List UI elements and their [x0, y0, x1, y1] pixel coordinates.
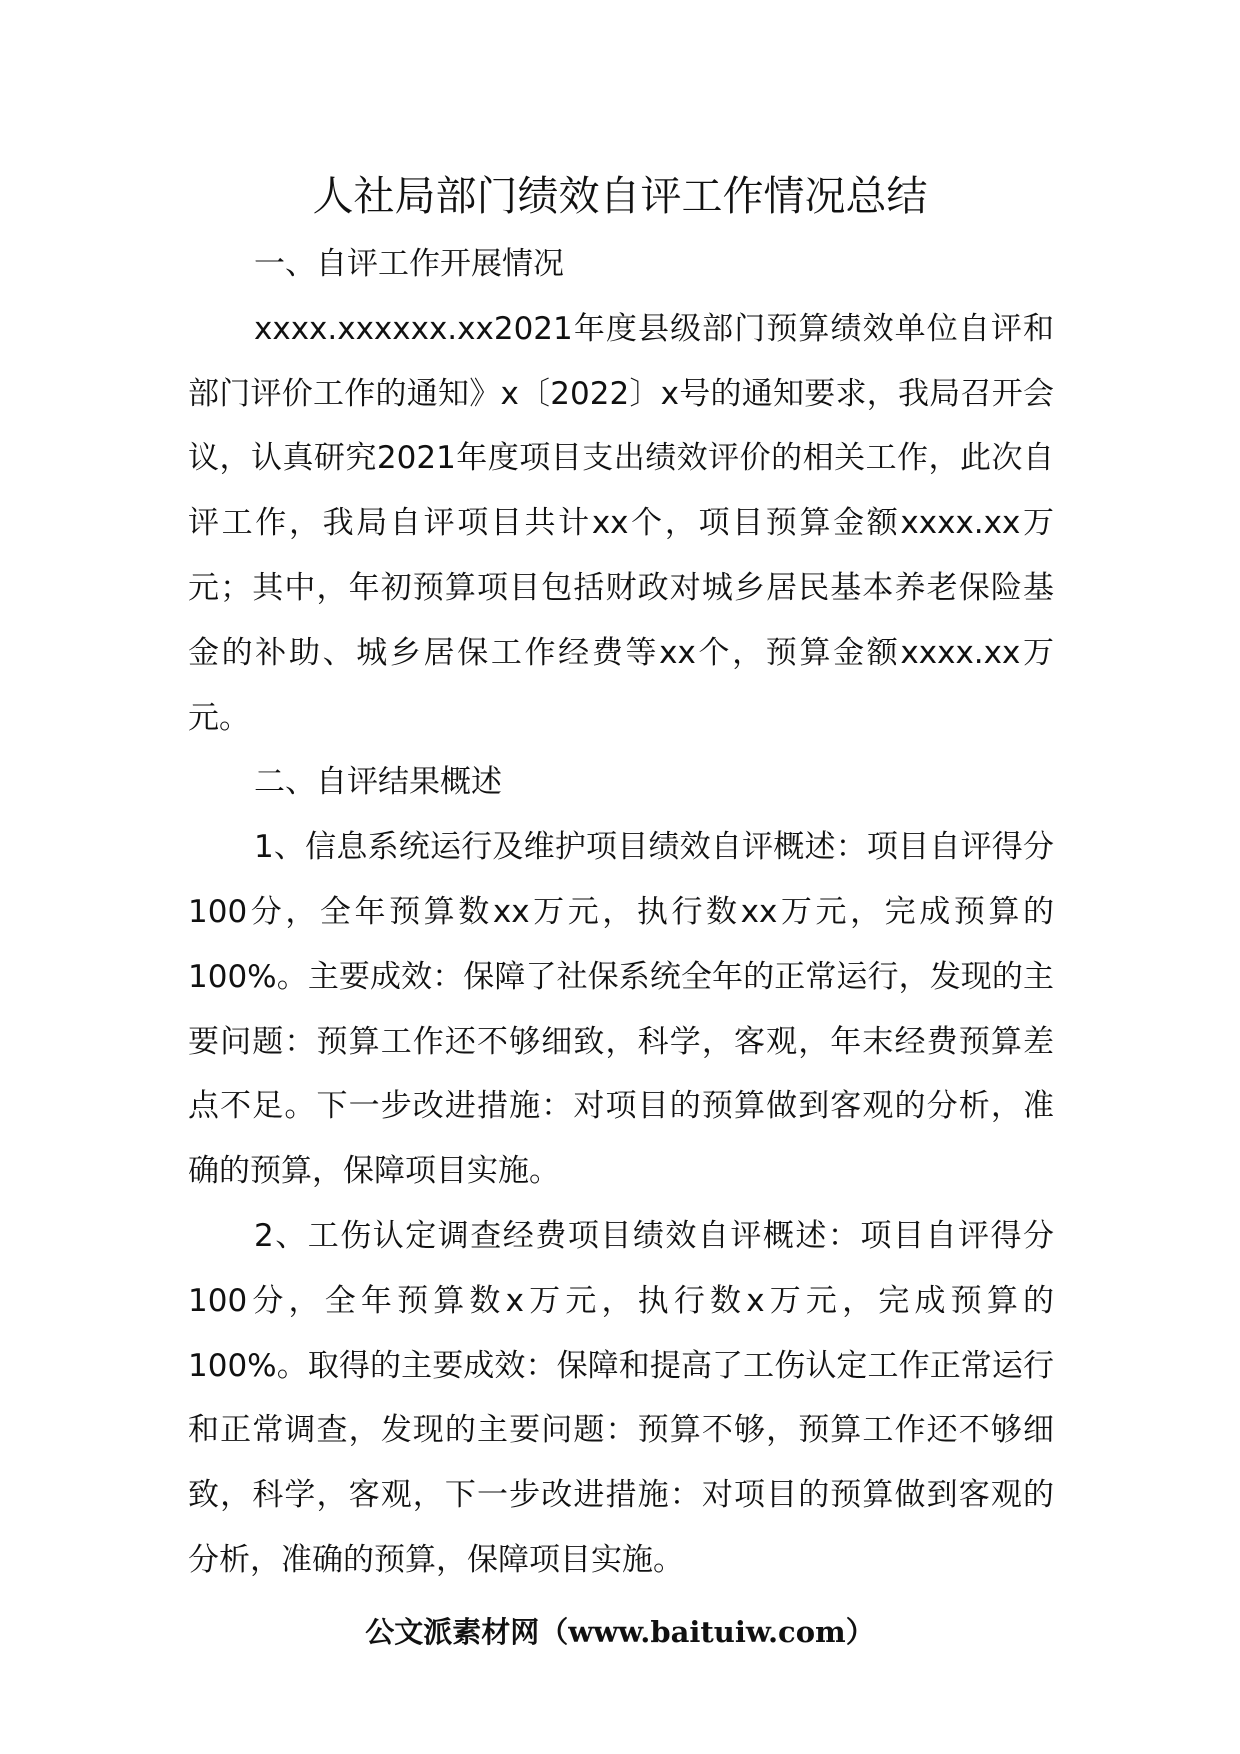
section-heading: 二、自评结果概述: [254, 764, 502, 801]
body-paragraph: 2、工伤认定调查经费项目绩效自评概述：项目自评得分100分，全年预算数x万元，执行数x万元，完成预算的100%。取得的主要成效：保障和提高了工伤认定工作正常运行和正常调查，发现的主要问题：预算不够，预算工作还不够细致，科学，客观，下一步改进措施：对项目的预算做到客观的分析，准确的预算，保障项目实施。: [188, 1217, 1054, 1578]
section-heading: 一、自评工作开展情况: [254, 246, 564, 282]
document-body: [188, 232, 1054, 1593]
watermark-footer: 公文派素材网（www.baituiw.com）: [365, 1615, 875, 1649]
body-paragraph: xxxx.xxxxxx.xx2021年度县级部门预算绩效单位自评和部门评价工作的通知》x〔2022〕x号的通知要求，我局召开会议，认真研究2021年度项目支出绩效评价的相关工作，此次自评工作，我局自评项目共计xx个，项目预算金额xxxx.xx万元；其中，年初预算项目包括财政对城乡居民基本养老保险基金的补助、城乡居保工作经费等xx个，预算金额xxxx.xx万元。: [188, 310, 1054, 736]
body-paragraph: 1、信息系统运行及维护项目绩效自评概述：项目自评得分100分，全年预算数xx万元，执行数xx万元，完成预算的100%。主要成效：保障了社保系统全年的正常运行，发现的主要问题：预算工作还不够细致，科学，客观，年末经费预算差点不足。下一步改进措施：对项目的预算做到客观的分析，准确的预算，保障项目实施。: [188, 829, 1054, 1190]
document-title: 人社局部门绩效自评工作情况总结: [312, 172, 928, 220]
section-self-evaluation-work: [188, 232, 1054, 750]
section-self-evaluation-results: [188, 750, 1054, 1592]
